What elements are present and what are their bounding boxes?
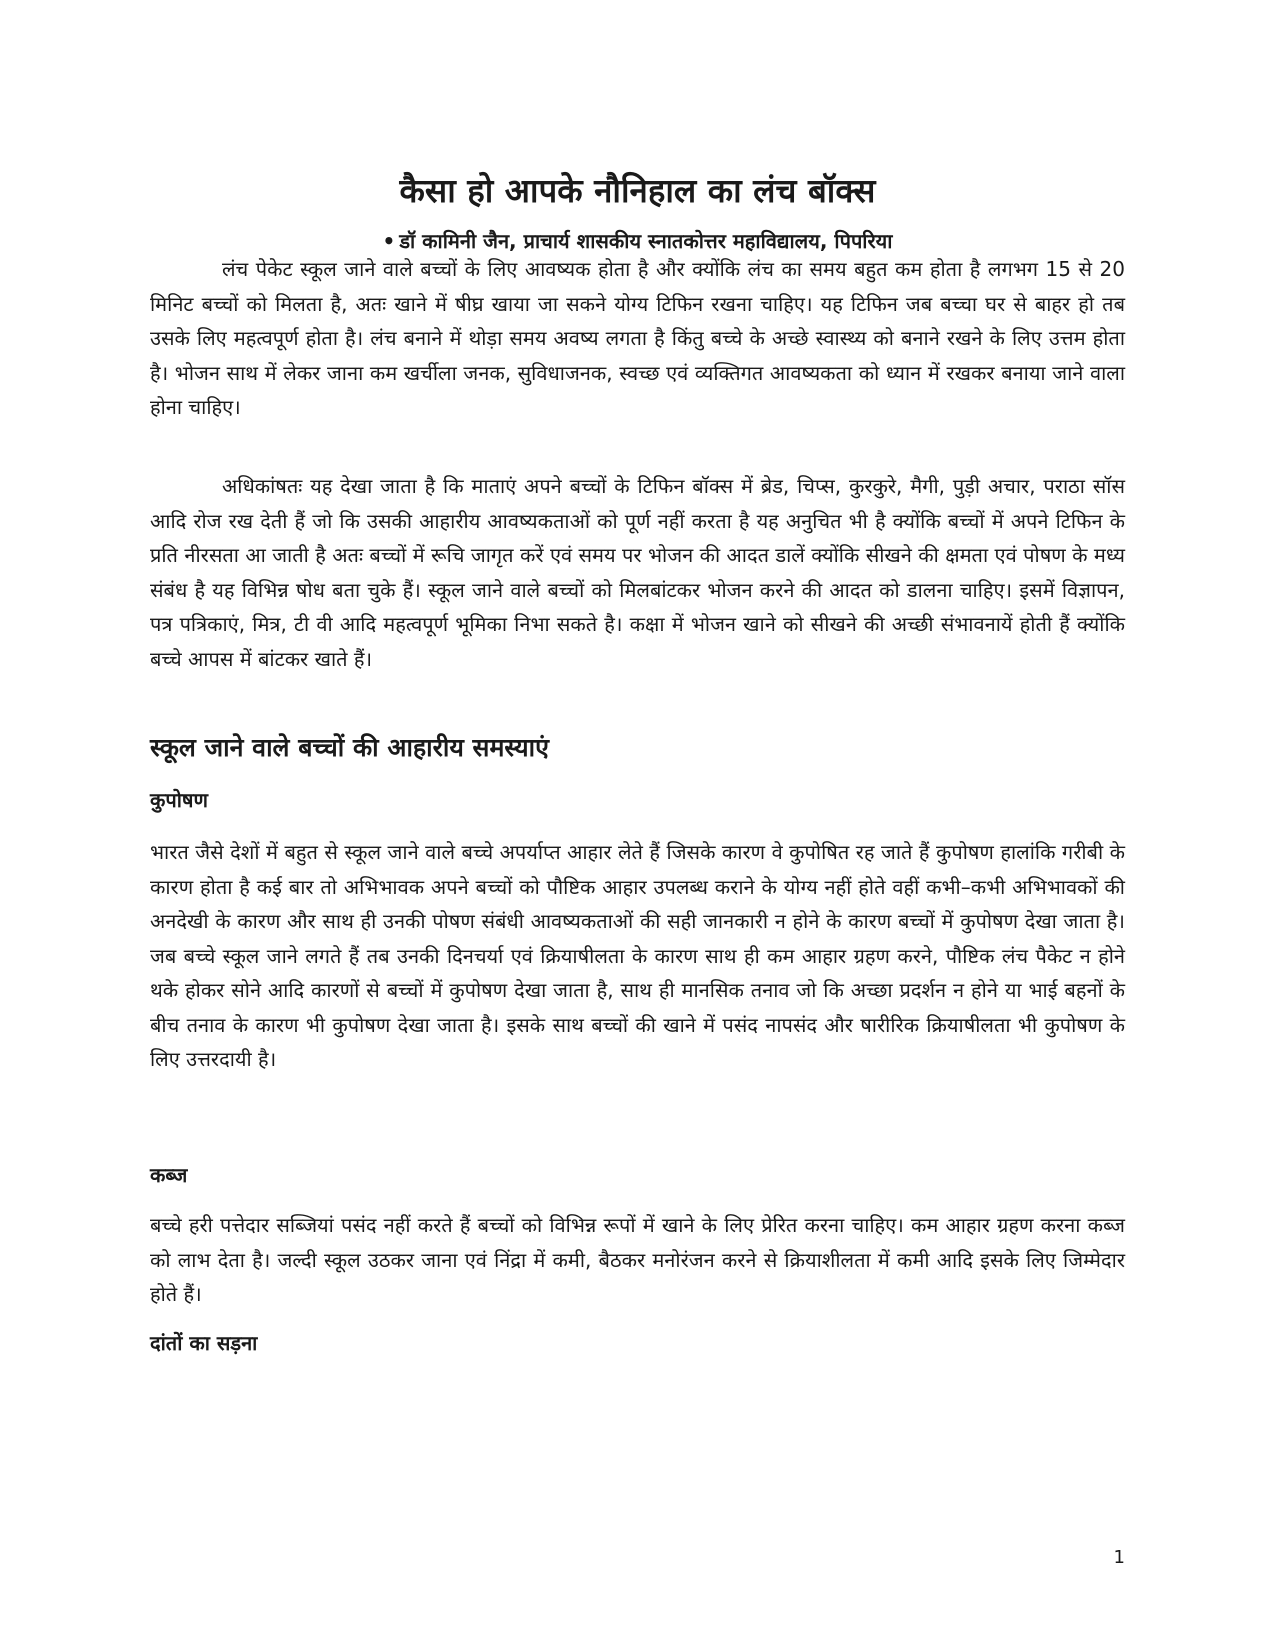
- subsection-text-malnutrition: भारत जैसे देशों में बहुत से स्कूल जाने वाले बच्चे अपर्याप्त आहार लेते हैं जिसके कारण वे कुपोषित रह जाते हैं कुपोषण हालांकि गरीबी के कारण होता है कई बार तो अभिभावक अपने बच्चों को पौष्टिक आहार उपलब्ध कराने के योग्य नहीं होते वहीं कभी–कभी अभिभावकों की अनदेखी के कारण और साथ ही उनकी पोषण संबंधी आवष्यकताओं की सही जानकारी न होने के कारण बच्चों में कुपोषण देखा जाता है। जब बच्चे स्कूल जाने लगते हैं तब उनकी दिनचर्या एवं क्रियाषीलता के कारण साथ ही कम आहार ग्रहण करने, पौष्टिक लंच पैकेट न होने थके होकर सोने आदि कारणों से बच्चों में कुपोषण देखा जाता है, साथ ही मानसिक तनाव जो कि अच्छा प्रदर्शन न होने या भाई बहनों के बीच तनाव के कारण भी कुपोषण देखा जाता है। इसके साथ बच्चों की खाने में पसंद नापसंद और षारीरिक क्रियाषीलता भी कुपोषण के लिए उत्तरदायी है।: [150, 840, 1125, 1071]
- intro-paragraph: लंच पेकेट स्कूल जाने वाले बच्चों के लिए आवष्यक होता है और क्योंकि लंच का समय बहुत कम होता है लगभग 15 से 20 मिनिट बच्चों को मिलता है, अतः खाने में षीघ्र खाया जा सकने योग्य टिफिन रखना चाहिए। यह टिफिन जब बच्चा घर से बाहर हो तब उसके लिए महत्वपूर्ण होता है। लंच बनाने में थोड़ा समय अवष्य लगता है किंतु बच्चे के अच्छे स्वास्थ्य को बनाने रखने के लिए उत्तम होता है। भोजन साथ में लेकर जाना कम खर्चीला जनक, सुविधाजनक, स्वच्छ एवं व्यक्तिगत आवष्यकता को ध्यान में रखकर बनाया जाने वाला होना चाहिए।: [150, 257, 1125, 419]
- page-title: कैसा हो आपके नौनिहाल का लंच बॉक्स: [399, 171, 876, 211]
- subsection-text-constipation: बच्चे हरी पत्तेदार सब्जियां पसंद नहीं करते हैं बच्चों को विभिन्न रूपों में खाने के लिए प्रेरित करना चाहिए। कम आहार ग्रहण करना कब्ज को लाभ देता है। जल्दी स्कूल उठकर जाना एवं निंद्रा में कमी, बैठकर मनोरंजन करने से क्रियाशीलता में कमी आदि इसके लिए जिम्मेदार होते हैं।: [150, 1213, 1125, 1306]
- section-heading: स्कूल जाने वाले बच्चों की आहारीय समस्याएं: [150, 733, 549, 762]
- page-number: 1: [1113, 1547, 1125, 1568]
- subsection-heading-malnutrition: कुपोषण: [150, 788, 208, 812]
- bullet-icon: •: [382, 229, 396, 253]
- byline-text: डॉ कामिनी जैन, प्राचार्य शासकीय स्नातकोत्तर महाविद्यालय, पिपरिया: [399, 229, 893, 253]
- second-paragraph: अधिकांषतः यह देखा जाता है कि माताएं अपने बच्चों के टिफिन बॉक्स में ब्रेड, चिप्स, कुरकुरे, मैगी, पुड़ी अचार, पराठा सॉस आदि रोज रख देती हैं जो कि उसकी आहारीय आवष्यकताओं को पूर्ण नहीं करता है यह अनुचित भी है क्योंकि बच्चों में अपने टिफिन के प्रति नीरसता आ जाती है अतः बच्चों में रूचि जागृत करें एवं समय पर भोजन की आदत डालें क्योंकि सीखने की क्षमता एवं पोषण के मध्य संबंध है यह विभिन्न षोध बता चुके हैं। स्कूल जाने वाले बच्चों को मिलबांटकर भोजन करने की आदत को डालना चाहिए। इसमें विज्ञापन, पत्र पत्रिकाएं, मित्र, टी वी आदि महत्वपूर्ण भूमिका निभा सकते है। कक्षा में भोजन खाने को सीखने की अच्छी संभावनायें होती हैं क्योंकि बच्चे आपस में बांटकर खाते हैं।: [150, 474, 1125, 671]
- subsection-heading-constipation: कब्ज: [150, 1163, 188, 1187]
- subsection-heading-tooth-decay: दांतों का सड़ना: [150, 1331, 258, 1355]
